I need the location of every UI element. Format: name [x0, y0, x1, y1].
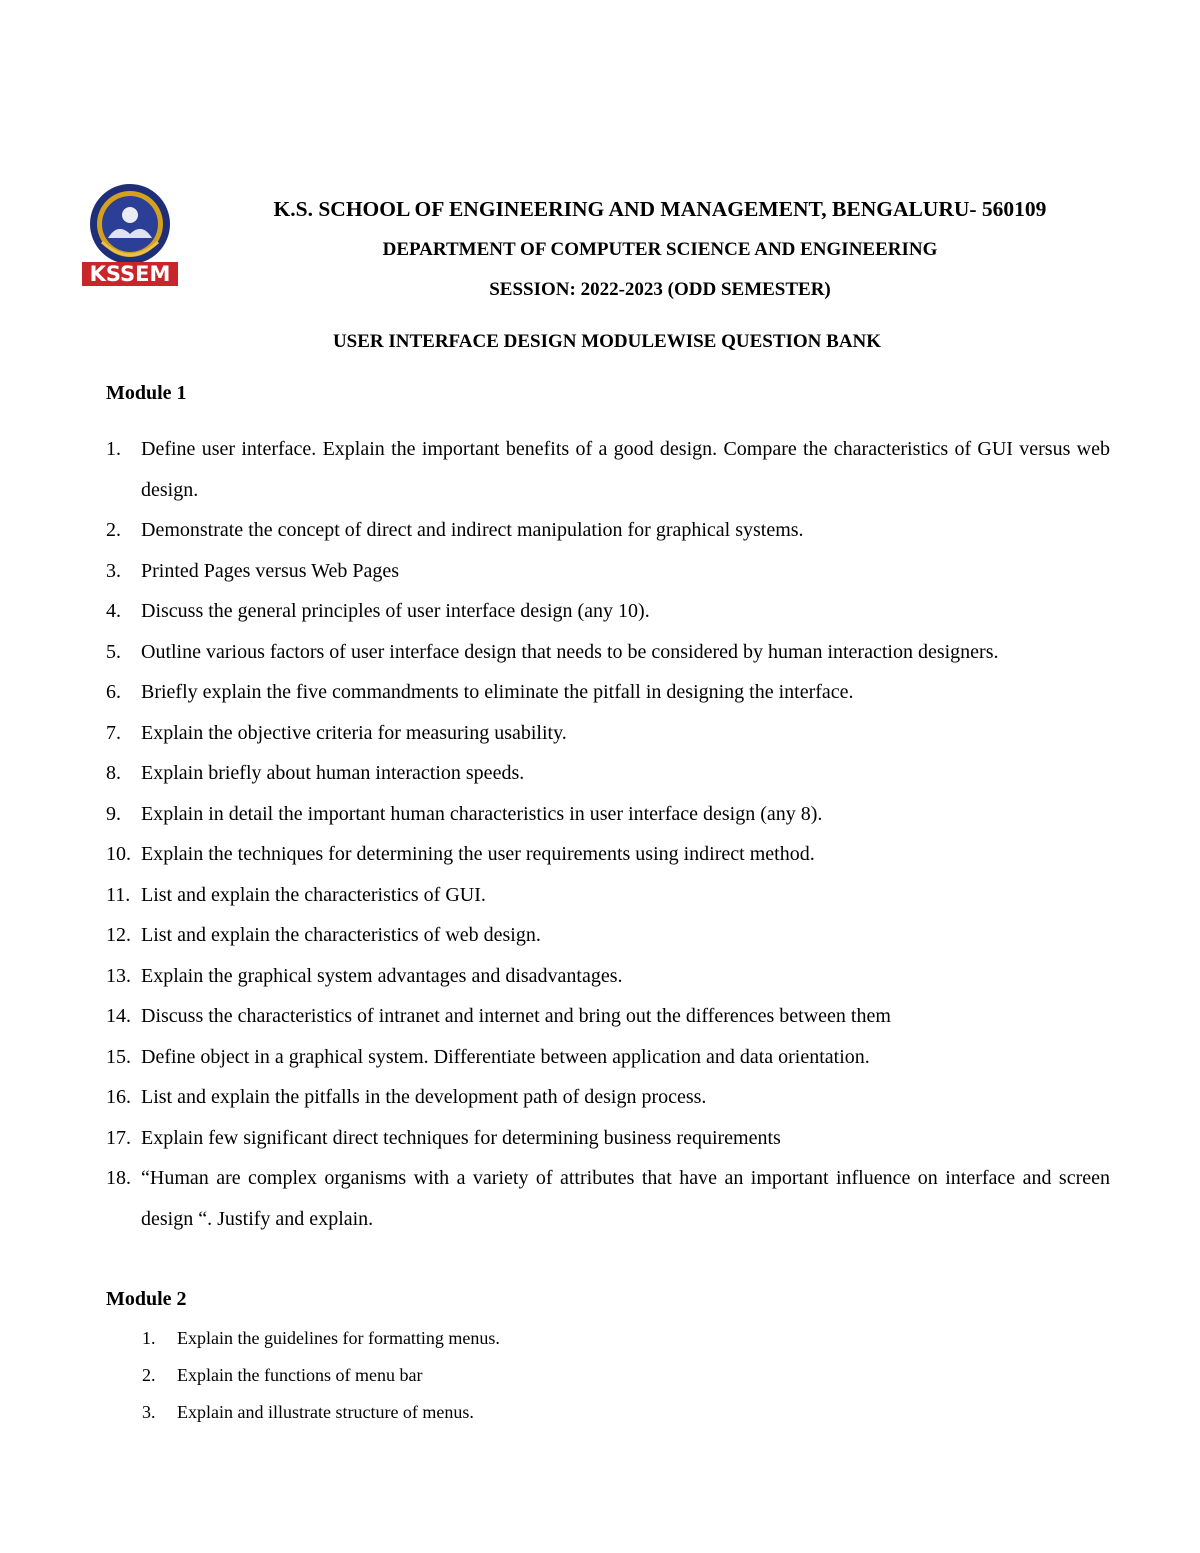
- institution-name: K.S. SCHOOL OF ENGINEERING AND MANAGEMENT, BENGALURU- 560109: [273, 197, 1047, 221]
- question-text: “Human are complex organisms with a variety of attributes that have an important influence on interface and screen design “. Justify and explain.: [141, 1167, 1110, 1230]
- question-item: [106, 1037, 1110, 1078]
- question-text: Define object in a graphical system. Differentiate between application and data orientation.: [141, 1045, 870, 1068]
- page-title: USER INTERFACE DESIGN MODULEWISE QUESTION BANK: [332, 331, 882, 352]
- question-number: 3.: [142, 1402, 156, 1422]
- question-item: [106, 996, 1110, 1037]
- question-text: Explain the objective criteria for measuring usability.: [141, 721, 567, 744]
- question-text: Explain the functions of menu bar: [177, 1365, 423, 1385]
- question-item: [106, 1118, 1110, 1159]
- question-text: Explain in detail the important human characteristics in user interface design (any 8).: [141, 802, 823, 825]
- question-number: 2.: [142, 1365, 156, 1385]
- question-number: 16.: [106, 1086, 131, 1108]
- question-item: [106, 713, 1110, 754]
- module-2-heading: Module 2: [106, 1288, 187, 1310]
- question-item: [106, 915, 1110, 956]
- question-item: [106, 794, 1110, 835]
- question-number: 15.: [106, 1045, 131, 1068]
- question-text: Explain the graphical system advantages and disadvantages.: [141, 964, 623, 987]
- question-item: [106, 834, 1110, 875]
- college-logo: [82, 182, 180, 292]
- question-item: [106, 510, 1110, 551]
- question-text: Explain few significant direct techniques for determining business requirements: [141, 1126, 781, 1149]
- question-text: Briefly explain the five commandments to eliminate the pitfall in designing the interface.: [141, 681, 854, 703]
- question-text: Explain the guidelines for formatting menus.: [177, 1328, 500, 1348]
- question-text: Printed Pages versus Web Pages: [141, 559, 399, 582]
- question-number: 14.: [106, 1005, 131, 1027]
- question-number: 10.: [106, 843, 131, 865]
- question-item: [106, 632, 1110, 673]
- question-number: 9.: [106, 802, 121, 825]
- question-number: 11.: [106, 883, 131, 906]
- question-item: [106, 591, 1110, 632]
- question-text: Demonstrate the concept of direct and indirect manipulation for graphical systems.: [141, 519, 804, 541]
- question-item: [142, 1357, 1102, 1394]
- question-number: 6.: [106, 681, 121, 703]
- question-number: 18.: [106, 1167, 131, 1189]
- module-1-question-list: [106, 429, 1110, 1239]
- question-number: 5.: [106, 640, 121, 663]
- question-text: List and explain the characteristics of GUI.: [141, 883, 486, 906]
- question-text: Discuss the general principles of user interface design (any 10).: [141, 600, 650, 622]
- question-item: [142, 1320, 1102, 1357]
- question-number: 1.: [142, 1328, 156, 1348]
- module-2-question-list: [142, 1320, 1102, 1431]
- logo-text: KSSEM: [89, 262, 171, 286]
- question-item: [142, 1394, 1102, 1431]
- question-item: [106, 956, 1110, 997]
- question-text: Define user interface. Explain the important benefits of a good design. Compare the characteristics of GUI versus web design.: [141, 438, 1110, 501]
- question-item: [106, 429, 1110, 510]
- session-text: SESSION: 2022-2023 (ODD SEMESTER): [489, 279, 831, 300]
- module-1-heading: Module 1: [106, 382, 187, 404]
- question-number: 7.: [106, 721, 121, 744]
- question-item: [106, 753, 1110, 794]
- question-item: [106, 875, 1110, 916]
- question-number: 2.: [106, 519, 121, 541]
- question-text: Discuss the characteristics of intranet and internet and bring out the differences between them: [141, 1005, 891, 1027]
- question-text: Outline various factors of user interface design that needs to be considered by human interaction designers.: [141, 640, 999, 663]
- question-text: List and explain the characteristics of web design.: [141, 924, 541, 946]
- department-name: DEPARTMENT OF COMPUTER SCIENCE AND ENGINEERING: [382, 239, 938, 260]
- question-item: [106, 551, 1110, 592]
- question-number: 17.: [106, 1126, 131, 1149]
- question-text: Explain briefly about human interaction speeds.: [141, 762, 525, 784]
- question-item: [106, 1158, 1110, 1239]
- question-text: List and explain the pitfalls in the development path of design process.: [141, 1086, 707, 1108]
- question-number: 1.: [106, 438, 121, 460]
- question-item: [106, 672, 1110, 713]
- question-number: 13.: [106, 964, 131, 987]
- question-number: 12.: [106, 924, 131, 946]
- question-number: 8.: [106, 762, 121, 784]
- question-number: 3.: [106, 559, 121, 582]
- question-item: [106, 1077, 1110, 1118]
- question-text: Explain and illustrate structure of menus.: [177, 1402, 474, 1422]
- question-text: Explain the techniques for determining the user requirements using indirect method.: [141, 843, 815, 865]
- question-number: 4.: [106, 600, 121, 622]
